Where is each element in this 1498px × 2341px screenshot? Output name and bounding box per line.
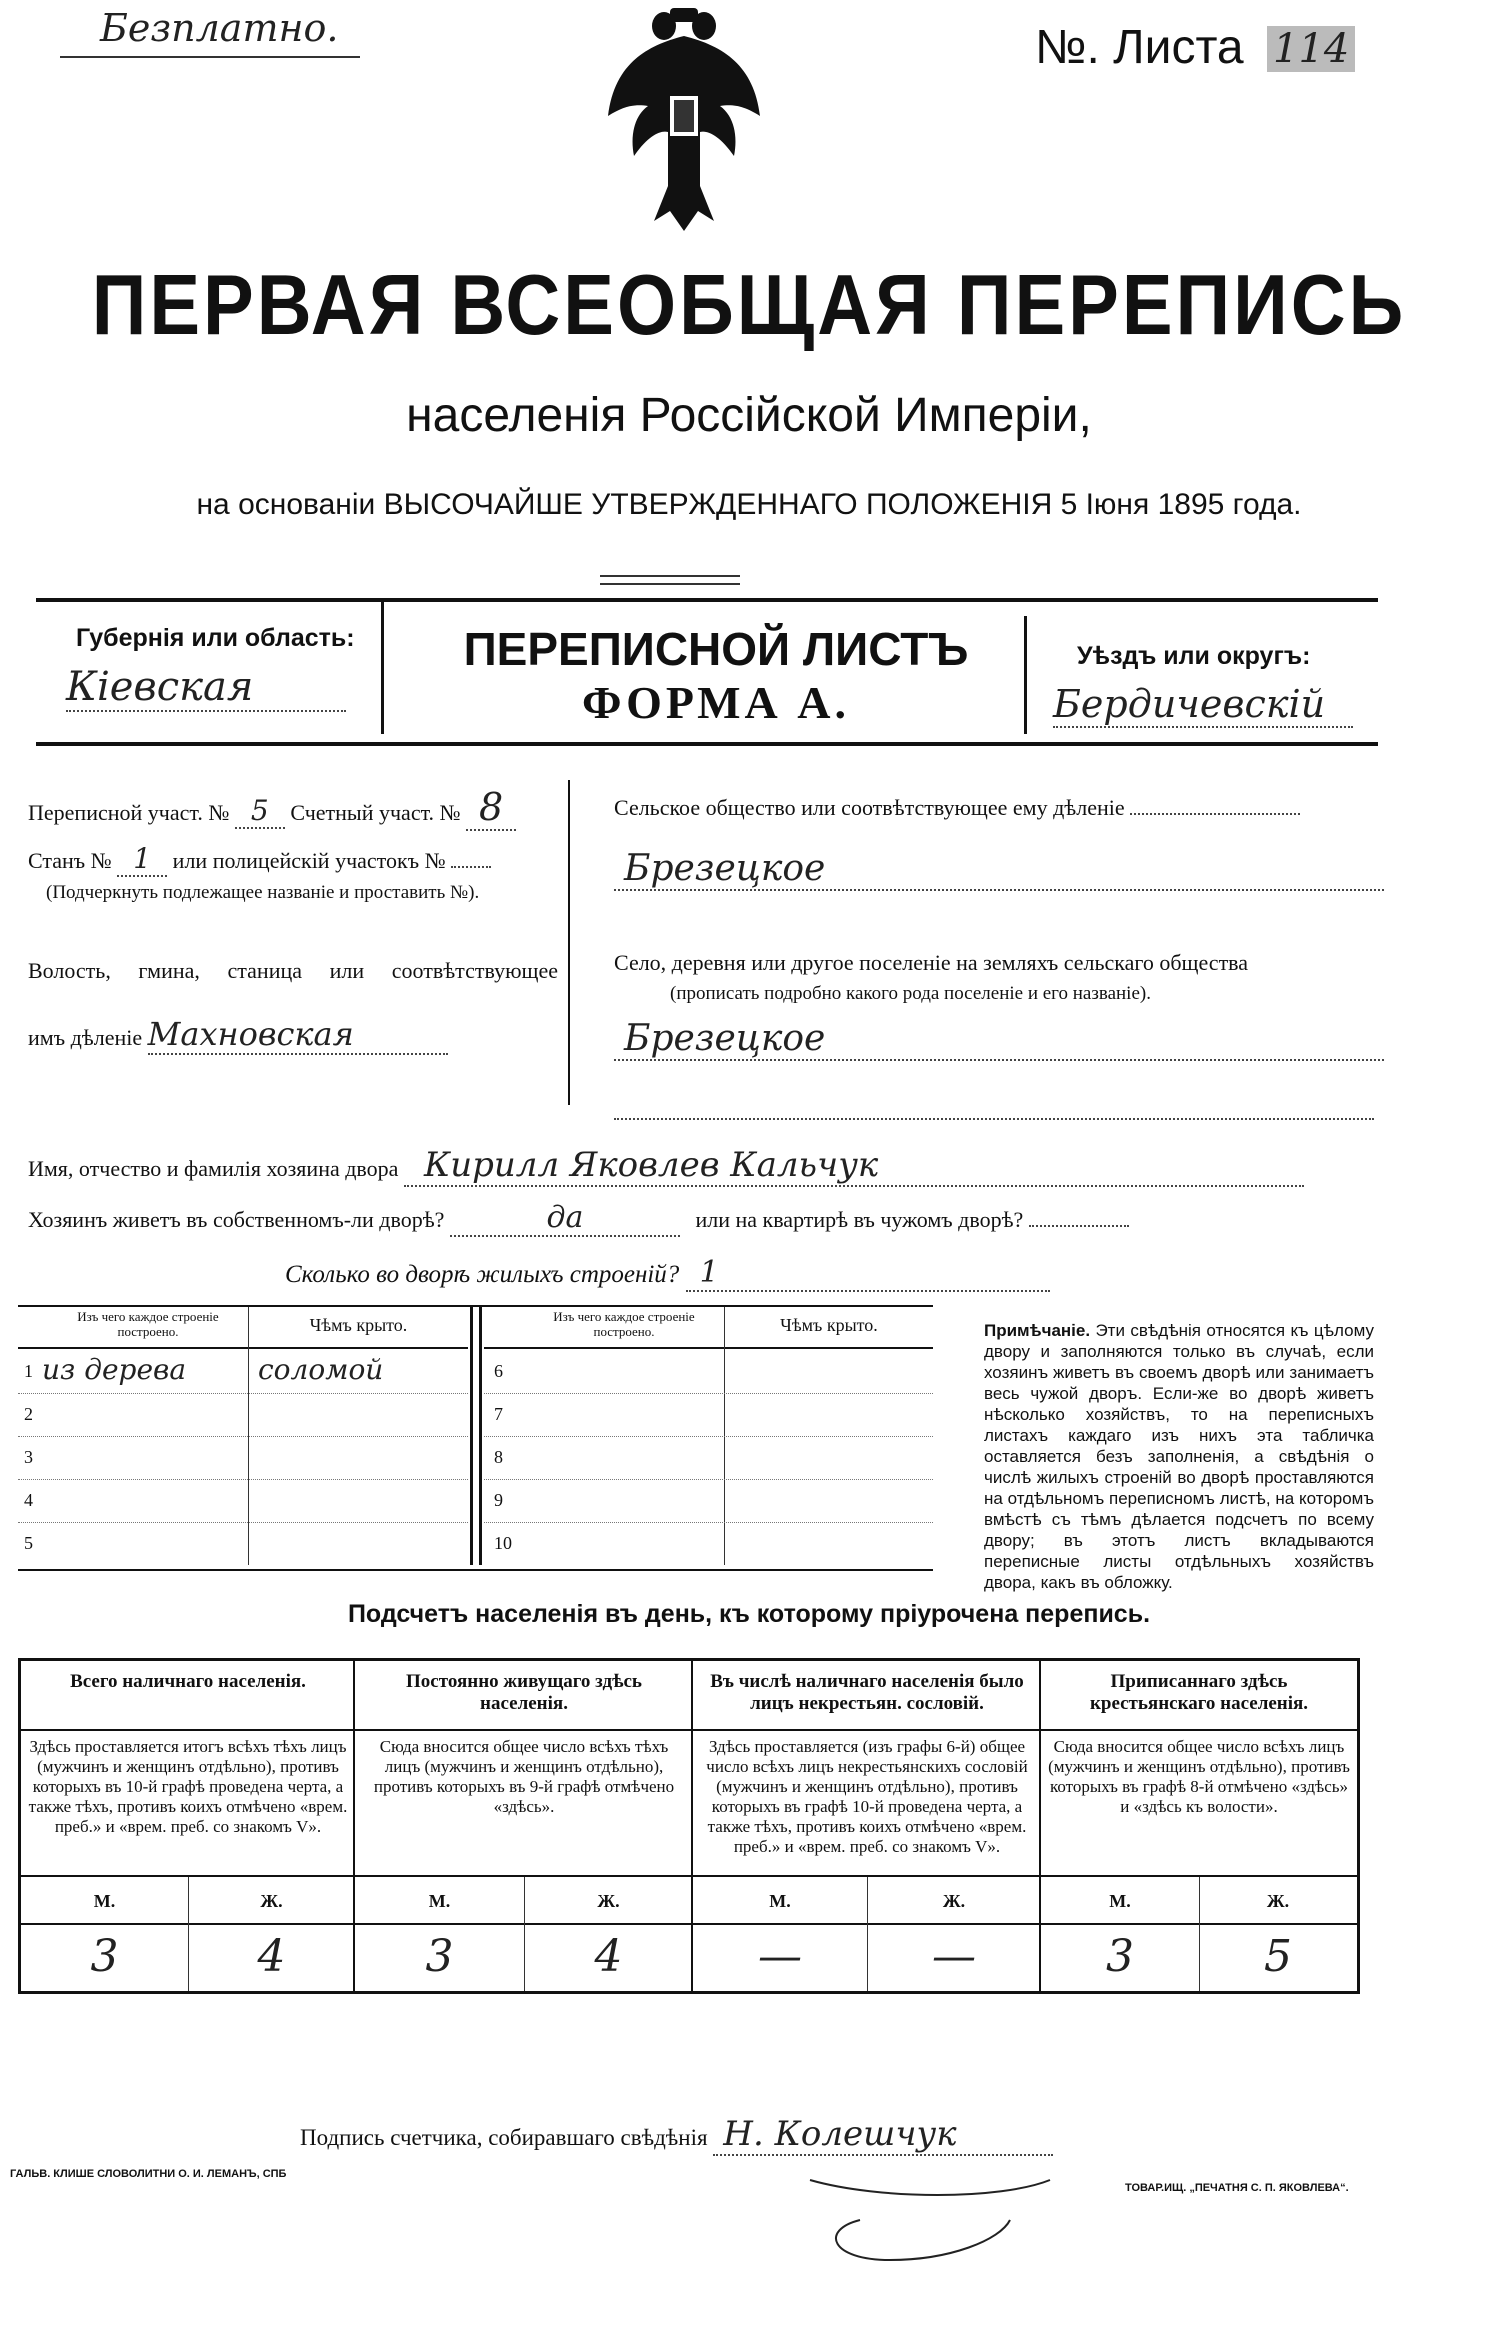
free-stamp (60, 4, 360, 58)
signature-flourish-icon (800, 2160, 1060, 2270)
col-material-header: Изъ чего каждое строеніе построено. (77, 1309, 219, 1339)
census-section-row (28, 785, 568, 829)
form-subtitle: ФОРМА А. (582, 677, 850, 728)
group-title: Постоянно живущаго здѣсь населенія. (406, 1671, 642, 1714)
rural-society-label: Сельское общество или соотвѣтствующее ему дѣленіе (614, 795, 1125, 820)
note-block (984, 1320, 1374, 1593)
buildings-double-divider (470, 1307, 482, 1565)
census-section-value: 5 (235, 794, 285, 829)
district-label: Уѣздъ или округъ: (1077, 642, 1311, 670)
table-row (484, 1523, 933, 1566)
table-row (484, 1394, 933, 1437)
male-label: М. (428, 1891, 451, 1911)
group-description: Сюда вносится общее число всѣхъ тѣхъ лицъ (мужчинъ и женщинъ отдѣльно), противъ которыхъ въ 9-й графѣ отмѣчено «здѣсь». (373, 1737, 675, 1816)
census-section-label: Переписной участ. № (28, 800, 230, 825)
free-label: Безплатно. (100, 6, 339, 50)
col-roof-header: Чѣмъ крыто. (248, 1315, 468, 1345)
female-label: Ж. (942, 1891, 966, 1911)
row-number: 1 (24, 1361, 33, 1381)
row-number: 2 (24, 1404, 33, 1424)
police-value-blank (451, 866, 491, 868)
buildings-header-rule-left (18, 1347, 468, 1349)
form-title: ПЕРЕПИСНОЙ ЛИСТЪ (463, 623, 969, 675)
population-group (355, 1661, 693, 1991)
province-cell (36, 602, 384, 734)
form-banner (36, 598, 1378, 746)
village-label: Село, деревня или другое поселеніе на земляхъ сельскаго общества (614, 950, 1249, 975)
buildings-header-rule-right (484, 1347, 933, 1349)
group-title-rule (21, 1729, 355, 1731)
buildings-count-row (285, 1255, 1185, 1292)
volost-row (28, 1015, 568, 1055)
female-count: — (932, 1931, 976, 1982)
row-number: 9 (494, 1490, 503, 1510)
row-number: 3 (24, 1447, 33, 1467)
group-description: Сюда вносится общее число всѣхъ лицъ (мужчинъ и женщинъ отдѣльно), противъ которыхъ въ графѣ 8-й отмѣчено «здѣсь» и «здѣсь къ волости». (1048, 1737, 1350, 1816)
table-row (484, 1351, 933, 1394)
ornament-divider (600, 575, 740, 585)
rural-society-row (614, 795, 1374, 821)
stan-value: 1 (117, 842, 167, 877)
owner-yard-row (28, 1200, 1374, 1237)
group-title-rule (1041, 1729, 1357, 1731)
female-label: Ж. (260, 1891, 283, 1911)
page-title: ПЕРВАЯ ВСЕОБЩАЯ ПЕРЕПИСЬ (91, 257, 1407, 354)
province-value: Кіевская (66, 664, 346, 712)
group-title: Въ числѣ наличнаго населенія было лицъ некрестьян. сословій. (710, 1671, 1024, 1714)
table-row (18, 1437, 468, 1480)
buildings-right-half (484, 1307, 933, 1565)
imperial-eagle-icon (604, 6, 764, 236)
table-row (18, 1523, 468, 1566)
table-row (18, 1394, 468, 1437)
table-row (484, 1437, 933, 1480)
police-label: или полицейскій участокъ № (172, 848, 446, 873)
province-label: Губернія или область: (76, 624, 355, 652)
village-value: Брезецкое (614, 1018, 1384, 1061)
buildings-table (18, 1305, 933, 1571)
row-roof: соломой (258, 1353, 384, 1386)
female-label: Ж. (597, 1891, 620, 1911)
owner-value: Кирилл Яковлев Кальчук (404, 1145, 1304, 1187)
male-label: М. (93, 1891, 116, 1911)
sheet-label: №. Листа (1035, 21, 1244, 74)
form-title-cell (384, 602, 1048, 734)
group-description: Здѣсь проставляется (изъ графы 6-й) общее число всѣхъ лицъ некрестьянскихъ сословій (мужчинъ и женщинъ отдѣльно), противъ которыхъ въ графѣ 10-й проведена черта, а также тѣхъ, противъ коихъ отмѣчено «врем. преб.» и «врем. преб. со знакомъ V». (706, 1737, 1028, 1856)
female-count: 5 (1264, 1931, 1292, 1982)
row-number: 8 (494, 1447, 503, 1467)
table-row (18, 1480, 468, 1523)
row-number: 5 (24, 1533, 33, 1553)
sheet-number: 114 (1267, 26, 1355, 72)
group-title-rule (355, 1729, 693, 1731)
row-number: 6 (494, 1361, 503, 1381)
female-count: 4 (257, 1931, 286, 1982)
underline-note: (Подчеркнуть подлежащее названіе и проставить №). (46, 882, 480, 903)
female-label: Ж. (1266, 1891, 1290, 1911)
stan-label: Станъ № (28, 848, 112, 873)
buildings-count-value: 1 (686, 1255, 1050, 1292)
table-row (484, 1480, 933, 1523)
signature-label: Подпись счетчика, собиравшаго свѣдѣнія (300, 2125, 708, 2150)
female-count: 4 (594, 1931, 623, 1982)
printer-right: ТОВАР.ИЩ. „ПЕЧАТНЯ С. П. ЯКОВЛЕВА“. (1125, 2182, 1349, 2194)
signature-value: Н. Колешчук (713, 2114, 1053, 2156)
group-description: Здѣсь проставляется итогъ всѣхъ тѣхъ лицъ (мужчинъ и женщинъ отдѣльно), противъ которыхъ въ 10-й графѣ проведена черта, а также тѣхъ, противъ коихъ отмѣчено «врем. преб.» и «врем. преб. со знакомъ V». (28, 1737, 348, 1836)
village-note: (прописать подробно какого рода поселеніе и его названіе). (670, 983, 1151, 1004)
left-block-bracket (568, 780, 570, 1105)
count-section-label: Счетный участ. № (290, 800, 461, 825)
male-count: — (758, 1931, 802, 1982)
row-number: 4 (24, 1490, 33, 1510)
count-section-value: 8 (466, 785, 516, 831)
owner-own-yard-value: да (450, 1200, 680, 1237)
group-title: Всего наличнаго населенія. (70, 1671, 306, 1692)
table-row (18, 1351, 468, 1394)
owner-row (28, 1145, 1374, 1187)
page-subtitle: населенія Россійской Имперіи, (406, 389, 1092, 442)
population-table (18, 1658, 1360, 1994)
group-title-rule (693, 1729, 1041, 1731)
note-lead: Примѣчаніе. (984, 1321, 1091, 1340)
note-text: Эти свѣдѣнія относятся къ цѣлому двору и заполняются только въ случаѣ, если хозяинъ живетъ въ своемъ дворѣ или занимаетъ весь чужой дворъ. Если-же во дворѣ живетъ нѣсколько хозяйствъ, то на переписныхъ листахъ каждаго изъ нихъ эта табличка оставляется безъ заполненія, а свѣдѣнія о числѣ жилыхъ строеній во дворѣ проставляются на отдѣльномъ переписномъ листѣ, на которомъ вмѣстѣ съ тѣмъ дѣлается подсчетъ по всему двору; въ этотъ листъ вкладываются переписные листы отдѣльныхъ хозяйствъ двора, какъ въ обложку. (984, 1321, 1374, 1592)
male-label: М. (769, 1891, 791, 1911)
volost-label-2: имъ дѣленіе (28, 1025, 143, 1050)
col-material-header-2: Изъ чего каждое строеніе построено. (553, 1309, 695, 1339)
male-count: 3 (425, 1931, 454, 1982)
district-value: Бердичевскій (1053, 682, 1353, 728)
row-number: 7 (494, 1404, 503, 1424)
owner-rent-line (1029, 1225, 1129, 1227)
population-group (693, 1661, 1041, 1991)
male-count: 3 (1106, 1931, 1134, 1982)
rural-society-line (1130, 813, 1300, 815)
buildings-left-half (18, 1307, 468, 1565)
printer-left: ГАЛЬВ. КЛИШЕ СЛОВОЛИТНИ О. И. ЛЕМАНЪ, СПБ (10, 2168, 287, 2180)
group-title: Приписаннаго здѣсь крестьянскаго населенія. (1089, 1671, 1309, 1714)
volost-value: Махновская (148, 1015, 448, 1055)
col-roof-header-2: Чѣмъ крыто. (724, 1315, 933, 1345)
male-label: М. (1109, 1891, 1131, 1911)
owner-own-yard-label: Хозяинъ живетъ въ собственномъ-ли дворѣ? (28, 1207, 445, 1232)
village-extra-line (614, 1118, 1374, 1120)
buildings-count-label: Сколько во дворѣ жилыхъ строеній? (285, 1261, 680, 1288)
row-material: из дерева (42, 1353, 187, 1386)
district-cell (1024, 616, 1378, 734)
legal-basis: на основаніи ВЫСОЧАЙШЕ УТВЕРЖДЕННАГО ПОЛОЖЕНІЯ 5 Іюня 1895 года. (196, 488, 1302, 521)
row-number: 10 (494, 1533, 512, 1553)
rural-society-value: Брезецкое (614, 848, 1384, 891)
volost-label-1: Волость, гмина, станица или соотвѣтствующее (28, 958, 558, 983)
population-heading: Подсчетъ населенія въ день, къ которому пріурочена перепись. (347, 1600, 1151, 1628)
population-group (1041, 1661, 1357, 1991)
population-group (21, 1661, 355, 1991)
sheet-number-box (1035, 20, 1455, 90)
stan-row (28, 842, 568, 882)
owner-label: Имя, отчество и фамилія хозяина двора (28, 1156, 399, 1181)
male-count: 3 (90, 1931, 119, 1982)
signature-row (300, 2114, 1200, 2156)
owner-rent-label: или на квартирѣ въ чужомъ дворѣ? (695, 1207, 1024, 1232)
